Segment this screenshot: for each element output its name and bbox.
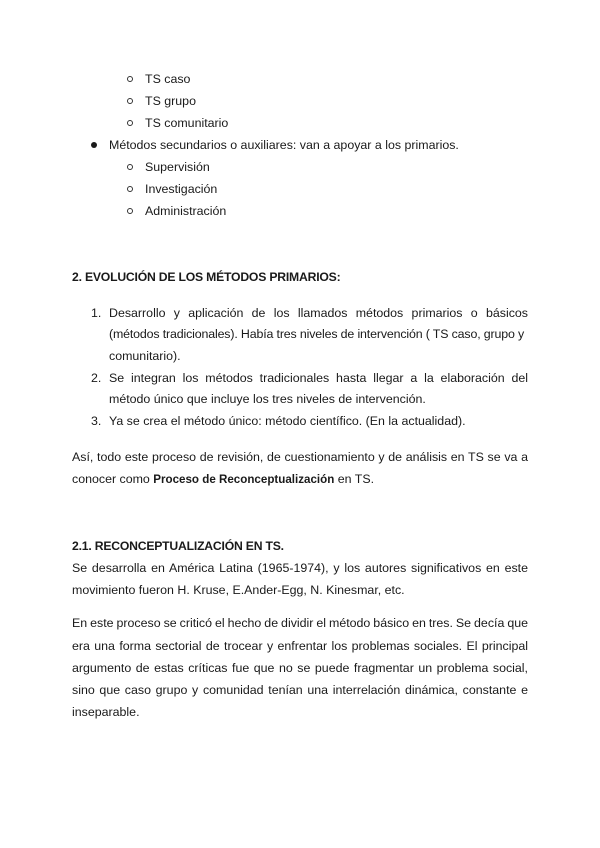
hollow-bullet-icon xyxy=(127,186,133,192)
list-item-line: Desarrollo y aplicación de los llamados métodos primarios o básicos xyxy=(109,306,528,320)
paragraph-line: inseparable. xyxy=(72,705,140,719)
list-item-line: Se integran los métodos tradicionales hasta llegar a la elaboración del xyxy=(109,371,528,385)
section-heading: 2. EVOLUCIÓN DE LOS MÉTODOS PRIMARIOS: xyxy=(72,270,341,284)
list-subitem: Administración xyxy=(145,204,227,218)
paragraph-line: Así, todo este proceso de revisión, de cuestionamiento y de análisis en TS se va a xyxy=(72,450,528,464)
paragraph-line: Se desarrolla en América Latina (1965-1974), y los autores significativos en este xyxy=(72,561,528,575)
list-item-line: Ya se crea el método único: método científico. (En la actualidad). xyxy=(109,414,466,428)
list-subitem: TS comunitario xyxy=(145,116,229,130)
list-number: 1. xyxy=(91,306,102,320)
hollow-bullet-icon xyxy=(127,164,133,170)
list-number: 2. xyxy=(91,371,102,385)
list-subitem: Supervisión xyxy=(145,160,210,174)
hollow-bullet-icon xyxy=(127,76,133,82)
paragraph-line: conocer como Proceso de Reconceptualización en TS. xyxy=(72,472,375,486)
list-item-line: (métodos tradicionales). Había tres niveles de intervención ( TS caso, grupo y xyxy=(109,327,525,341)
section-heading: 2.1. RECONCEPTUALIZACIÓN EN TS. xyxy=(72,539,284,553)
paragraph-line: sino que caso grupo y comunidad tenían una interrelación dinámica, constante e xyxy=(72,683,528,697)
list-subitem: TS grupo xyxy=(145,94,196,108)
paragraph-line: argumento de estas críticas fue que no se puede fragmentar un problema social, xyxy=(72,661,528,675)
paragraph-line: En este proceso se criticó el hecho de dividir el método básico en tres. Se decía que xyxy=(72,616,528,630)
list-item-line: método único que incluye los tres niveles de intervención. xyxy=(109,392,426,406)
list-number: 3. xyxy=(91,414,102,428)
hollow-bullet-icon xyxy=(127,120,133,126)
bold-term: Proceso de Reconceptualización xyxy=(153,473,335,486)
filled-bullet-icon xyxy=(91,142,97,148)
hollow-bullet-icon xyxy=(127,98,133,104)
paragraph-line: era una forma sectorial de trocear y enfrentar los problemas sociales. El principal xyxy=(72,639,528,653)
list-subitem: TS caso xyxy=(145,72,191,86)
paragraph-line: movimiento fueron H. Kruse, E.Ander-Egg, N. Kinesmar, etc. xyxy=(72,583,405,597)
hollow-bullet-icon xyxy=(127,208,133,214)
list-subitem: Investigación xyxy=(145,182,218,196)
list-item-line: comunitario). xyxy=(109,349,181,363)
list-item: Métodos secundarios o auxiliares: van a apoyar a los primarios. xyxy=(109,138,459,152)
